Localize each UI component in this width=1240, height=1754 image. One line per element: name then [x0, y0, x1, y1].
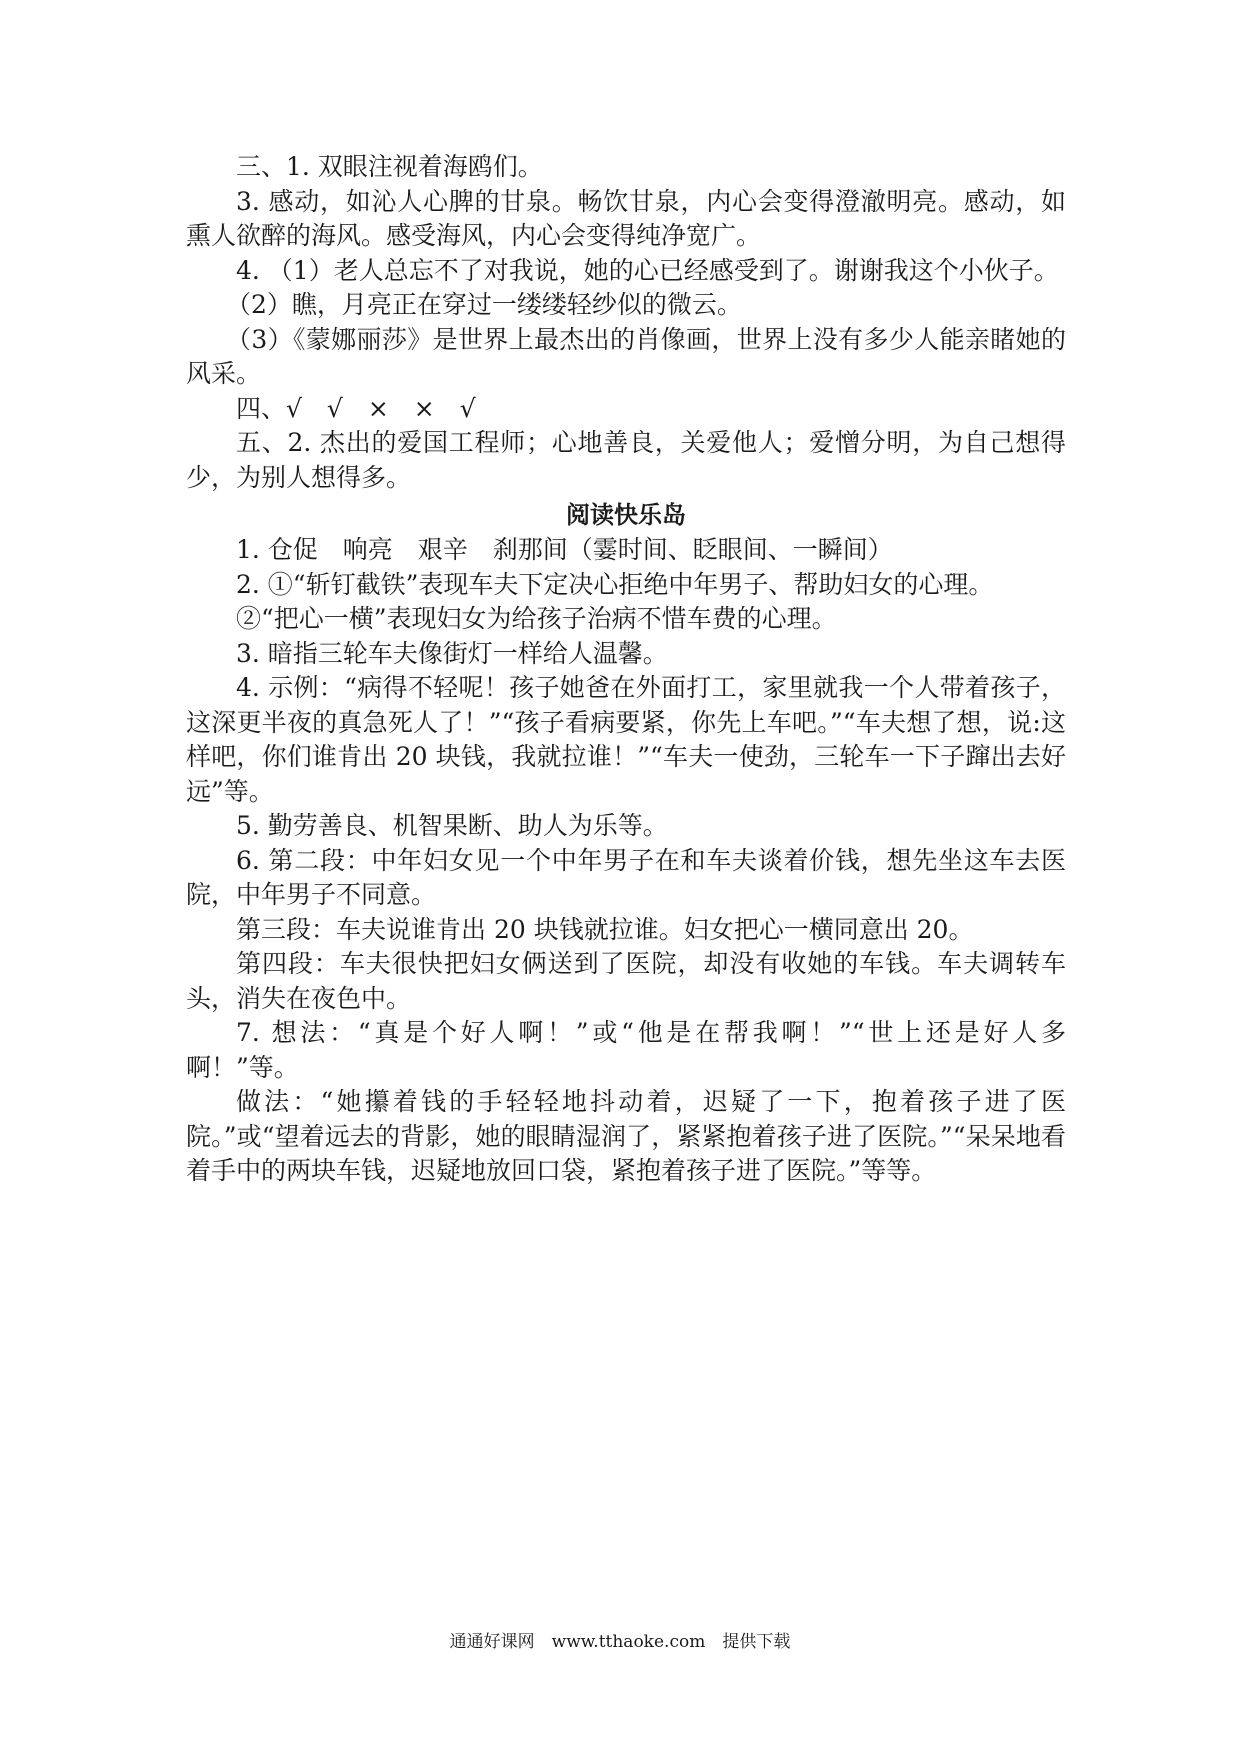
answer-paragraph: （2）瞧，月亮正在穿过一缕缕轻纱似的微云。: [226, 290, 742, 319]
answers-block-bottom: [186, 533, 1066, 1189]
section-title: 阅读快乐岛: [566, 501, 686, 529]
answer-paragraph: 7. 想法：“真是个好人啊！”或“他是在帮我啊！”“世上还是好人多啊！”等。: [186, 1018, 1066, 1082]
answer-paragraph: 2. ①“斩钉截铁”表现车夫下定决心拒绝中年男子、帮助妇女的心理。: [236, 569, 994, 599]
answer-paragraph: （3）《蒙娜丽莎》是世界上最杰出的肖像画，世界上没有多少人能亲睹她的风采。: [186, 324, 1066, 388]
answer-paragraph: ②“把心一横”表现妇女为给孩子治病不惜车费的心理。: [236, 604, 837, 633]
answer-paragraph: 4. （1）老人总忘不了对我说，她的心已经感受到了。谢谢我这个小伙子。: [236, 255, 1059, 285]
answer-page-body: [186, 150, 1066, 1189]
page-footer: 通通好课网 www.tthaoke.com 提供下载: [449, 1632, 791, 1652]
answers-block-top: [186, 150, 1066, 495]
answer-paragraph: 四、√ √ × × √: [236, 393, 476, 423]
answer-paragraph: 第四段：车夫很快把妇女俩送到了医院，却没有收她的车钱。车夫调转车头，消失在夜色中。: [186, 949, 1066, 1013]
answer-paragraph: 1. 仓促 响亮 艰辛 刹那间（霎时间、眨眼间、一瞬间）: [236, 535, 893, 564]
answer-paragraph: 做法：“她攥着钱的手轻轻地抖动着，迟疑了一下，抱着孩子进了医院。”或“望着远去的背影，她的眼睛湿润了，紧紧抱着孩子进了医院。”“呆呆地看着手中的两块车钱，迟疑地放回口袋，紧抱着孩子进了医院。”等等。: [186, 1087, 1066, 1185]
answer-paragraph: 三、1. 双眼注视着海鸥们。: [236, 152, 543, 181]
answer-paragraph: 6. 第二段：中年妇女见一个中年男子在和车夫谈着价钱，想先坐这车去医院，中年男子不同意。: [186, 845, 1066, 909]
answer-paragraph: 五、2. 杰出的爱国工程师；心地善良，关爱他人；爱憎分明，为自己想得少，为别人想得多。: [186, 428, 1066, 492]
answer-paragraph: 第三段：车夫说谁肯出 20 块钱就拉谁。妇女把心一横同意出 20。: [236, 914, 974, 944]
answer-paragraph: 5. 勤劳善良、机智果断、助人为乐等。: [236, 811, 668, 840]
answer-paragraph: 4. 示例：“病得不轻呢！孩子她爸在外面打工，家里就我一个人带着孩子，这深更半夜的真急死人了！”“孩子看病要紧，你先上车吧。”“车夫想了想，说:这样吧，你们谁肯出 20 块钱，我就拉谁！”“车夫一使劲，三轮车一下子蹿出去好远”等。: [186, 673, 1066, 806]
answer-paragraph: 3. 暗指三轮车夫像街灯一样给人温馨。: [236, 638, 668, 668]
answer-paragraph: 3. 感动，如沁人心脾的甘泉。畅饮甘泉，内心会变得澄澈明亮。感动，如熏人欲醉的海风。感受海风，内心会变得纯净宽广。: [186, 186, 1066, 250]
